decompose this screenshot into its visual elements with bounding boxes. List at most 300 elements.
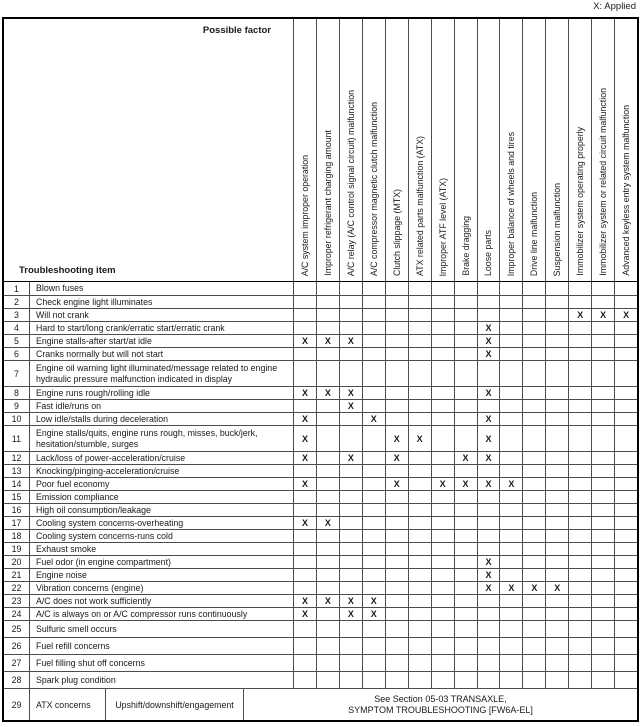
mark-cell [339,361,362,386]
mark-cell: X [339,400,362,412]
mark-cell [454,543,477,555]
mark-cell: X [385,478,408,490]
mark-cell [316,322,339,334]
mark-cell [568,413,591,425]
mark-cell [431,491,454,503]
header-corner-cell [4,19,293,281]
mark-cell [591,621,614,637]
row-item-label: Cooling system concerns-runs cold [29,530,293,542]
mark-cell [545,361,568,386]
mark-cell [454,309,477,321]
mark-cell: X [431,478,454,490]
mark-cell [431,595,454,607]
mark-cell: X [522,582,545,594]
row-item-label: A/C does not work sufficiently [29,595,293,607]
mark-cell [568,638,591,654]
row-number: 14 [11,479,22,489]
mark-cell [339,569,362,581]
mark-cell [591,608,614,620]
mark-cell [385,582,408,594]
atx-concerns-cell: ATX concerns [29,689,105,720]
table-row [4,555,637,568]
mark-cell [293,361,316,386]
mark-cell [522,322,545,334]
mark-cell [362,672,385,688]
mark-cell [431,530,454,542]
mark-cell [385,530,408,542]
table-row [4,451,637,464]
mark-cell [316,530,339,542]
mark-cell: X [477,413,500,425]
mark-cell [454,672,477,688]
mark-cell [431,348,454,360]
row-item-label: Exhaust smoke [29,543,293,555]
mark-cell [454,530,477,542]
mark-cell [362,582,385,594]
mark-cell [568,335,591,347]
mark-cell: X [316,595,339,607]
mark-cell [614,672,637,688]
row-number: 17 [11,518,22,528]
mark-cell [293,569,316,581]
mark-cell [499,309,522,321]
mark-cell [522,517,545,529]
mark-cell [522,387,545,399]
mark-cell [591,569,614,581]
mark-cell [431,582,454,594]
applied-legend: X: Applied [593,1,636,12]
mark-cell [591,543,614,555]
mark-cell [431,672,454,688]
mark-cell [568,517,591,529]
mark-cell: X [316,517,339,529]
row-item-label: Check engine light illuminates [29,296,293,308]
mark-cell [499,543,522,555]
mark-cell [362,296,385,308]
mark-cell [614,569,637,581]
mark-cell [454,322,477,334]
mark-cell [431,282,454,295]
mark-cell [293,348,316,360]
row-item-label: Spark plug condition [29,672,293,688]
factor-label: Suspension malfunction [552,182,563,276]
mark-cell [316,543,339,555]
table-row [4,399,637,412]
mark-cell [431,400,454,412]
mark-cell [316,504,339,516]
mark-cell [408,569,431,581]
row-number: 5 [14,336,19,346]
row-number: 20 [11,557,22,567]
mark-cell [316,655,339,671]
row-item-label: Engine oil warning light illuminated/message related to engine hydraulic pressure malfunction indicated in display [29,361,293,386]
mark-cell [385,322,408,334]
mark-cell [408,543,431,555]
mark-cell: X [454,478,477,490]
mark-cell [568,504,591,516]
mark-cell [408,309,431,321]
row-item-label: Knocking/pinging-acceleration/cruise [29,465,293,477]
mark-cell [522,309,545,321]
row-number: 18 [11,531,22,541]
mark-cell [431,465,454,477]
mark-cell [522,608,545,620]
mark-cell: X [477,322,500,334]
mark-cell [408,530,431,542]
mark-cell [568,608,591,620]
mark-cell [454,595,477,607]
mark-cell [362,478,385,490]
mark-cell [614,400,637,412]
factor-header-cell [431,19,454,281]
mark-cell [431,556,454,568]
mark-cell [408,504,431,516]
row-number: 12 [11,453,22,463]
table-row [4,637,637,654]
mark-cell: X [316,387,339,399]
mark-cell [522,638,545,654]
row-item-label: Fast idle/runs on [29,400,293,412]
factor-header-cell [362,19,385,281]
row-number: 22 [11,583,22,593]
mark-cell [339,556,362,568]
row-item-label: Hard to start/long crank/erratic start/erratic crank [29,322,293,334]
mark-cell: X [339,595,362,607]
mark-cell [408,608,431,620]
mark-cell [568,322,591,334]
mark-cell [408,595,431,607]
factor-header-cell [545,19,568,281]
mark-cell [522,426,545,451]
mark-cell [362,465,385,477]
mark-cell [499,517,522,529]
mark-cell [293,556,316,568]
mark-cell [316,400,339,412]
mark-cell [545,517,568,529]
mark-cell [431,387,454,399]
mark-cell [499,452,522,464]
row-item-label: Engine stalls-after start/at idle [29,335,293,347]
mark-cell [339,413,362,425]
mark-cell: X [477,582,500,594]
mark-cell [614,556,637,568]
row-item-label: Low idle/stalls during deceleration [29,413,293,425]
mark-cell [614,426,637,451]
table-row [4,464,637,477]
mark-cell [591,530,614,542]
row-item-label: Blown fuses [29,282,293,295]
row-number: 13 [11,466,22,476]
row-item-label: Lack/loss of power-acceleration/cruise [29,452,293,464]
table-row [4,529,637,542]
row-number: 15 [11,492,22,502]
factor-label: ATX related parts malfunction (ATX) [414,136,425,276]
mark-cell [362,282,385,295]
mark-cell [362,556,385,568]
mark-cell [408,413,431,425]
row-number: 8 [14,388,19,398]
mark-cell [339,296,362,308]
row-number: 24 [11,609,22,619]
factor-header-cell [316,19,339,281]
row-number: 11 [11,433,22,444]
table-row [4,654,637,671]
mark-cell [293,638,316,654]
factor-label: Clutch slippage (MTX) [391,188,402,276]
mark-cell [385,608,408,620]
mark-cell: X [293,413,316,425]
mark-cell [568,400,591,412]
mark-cell [499,655,522,671]
mark-cell [385,413,408,425]
row-item-label: Cranks normally but will not start [29,348,293,360]
mark-cell [293,309,316,321]
mark-cell [614,413,637,425]
mark-cell [431,296,454,308]
table-row [4,295,637,308]
row-number: 19 [11,544,22,554]
mark-cell [522,556,545,568]
mark-cell [454,621,477,637]
mark-cell [431,322,454,334]
mark-cell [293,504,316,516]
row-number: 7 [14,368,19,379]
mark-cell [591,322,614,334]
row-number: 4 [14,323,19,333]
mark-cell [591,638,614,654]
mark-cell [431,504,454,516]
mark-cell [385,465,408,477]
mark-cell: X [614,309,637,321]
mark-cell: X [293,387,316,399]
row-item-label: Poor fuel economy [29,478,293,490]
mark-cell [293,282,316,295]
mark-cell [614,655,637,671]
mark-cell [614,595,637,607]
row-item-label: Engine runs rough/rolling idle [29,387,293,399]
mark-cell [454,335,477,347]
mark-cell [522,465,545,477]
mark-cell [545,672,568,688]
mark-cell [545,309,568,321]
table-row [4,477,637,490]
factor-label: A/C compressor magnetic clutch malfunction [368,101,379,276]
mark-cell [339,309,362,321]
mark-cell [477,621,500,637]
mark-cell [591,413,614,425]
mark-cell [339,504,362,516]
factor-header-cell [408,19,431,281]
mark-cell [568,296,591,308]
row-number: 25 [11,624,22,634]
mark-cell [316,556,339,568]
mark-cell [568,530,591,542]
mark-cell [545,478,568,490]
factor-header-cell [522,19,545,281]
table-row [4,568,637,581]
mark-cell [431,608,454,620]
mark-cell [591,517,614,529]
mark-cell [431,517,454,529]
mark-cell [293,322,316,334]
mark-cell [454,426,477,451]
mark-cell: X [339,335,362,347]
table-row [4,516,637,529]
mark-cell [362,452,385,464]
mark-cell [454,582,477,594]
mark-cell [477,361,500,386]
mark-cell: X [477,452,500,464]
mark-cell: X [545,582,568,594]
mark-cell [454,400,477,412]
row-number: 2 [14,297,19,307]
mark-cell [614,335,637,347]
mark-cell [431,335,454,347]
mark-cell [614,348,637,360]
mark-cell [614,491,637,503]
mark-cell [545,621,568,637]
mark-cell: X [339,608,362,620]
mark-cell [545,655,568,671]
mark-cell [316,478,339,490]
mark-cell [614,504,637,516]
mark-cell [545,638,568,654]
row-number: 10 [11,414,22,424]
table-row [4,581,637,594]
mark-cell [408,452,431,464]
mark-cell: X [362,413,385,425]
mark-cell: X [293,595,316,607]
mark-cell [362,638,385,654]
mark-cell [339,582,362,594]
mark-cell [591,655,614,671]
mark-cell [385,309,408,321]
mark-cell: X [454,452,477,464]
mark-cell [568,426,591,451]
mark-cell [408,621,431,637]
mark-cell [454,296,477,308]
mark-cell [362,361,385,386]
mark-cell [568,282,591,295]
mark-cell [408,282,431,295]
mark-cell [316,296,339,308]
mark-cell [545,595,568,607]
mark-cell [477,296,500,308]
row-number: 9 [14,401,19,411]
mark-cell [362,517,385,529]
mark-cell [339,478,362,490]
see-section-line1: See Section 05-03 TRANSAXLE, [374,693,507,704]
mark-cell [293,672,316,688]
row-item-label: Cooling system concerns-overheating [29,517,293,529]
mark-cell [316,569,339,581]
mark-cell [431,655,454,671]
factor-header-cell [454,19,477,281]
mark-cell [568,621,591,637]
mark-cell: X [362,608,385,620]
mark-cell [339,282,362,295]
mark-cell [385,595,408,607]
table-row [4,412,637,425]
mark-cell: X [477,348,500,360]
mark-cell [499,413,522,425]
mark-cell [431,452,454,464]
mark-cell [362,335,385,347]
mark-cell [477,655,500,671]
mark-cell [385,517,408,529]
mark-cell: X [477,556,500,568]
mark-cell [408,387,431,399]
mark-cell [591,296,614,308]
row-item-label: Vibration concerns (engine) [29,582,293,594]
mark-cell [591,478,614,490]
mark-cell [522,361,545,386]
mark-cell [316,465,339,477]
mark-cell [385,543,408,555]
mark-cell [614,282,637,295]
mark-cell [385,335,408,347]
mark-cell [568,452,591,464]
mark-cell [499,335,522,347]
mark-cell: X [339,452,362,464]
mark-cell [362,387,385,399]
mark-cell [477,465,500,477]
mark-cell [568,569,591,581]
mark-cell [614,638,637,654]
mark-cell [408,638,431,654]
mark-cell [545,491,568,503]
row-item-label: Emission compliance [29,491,293,503]
row-number: 29 [11,699,22,710]
mark-cell [499,400,522,412]
mark-cell [454,638,477,654]
see-section-line2: SYMPTOM TROUBLESHOOTING [FW6A-EL] [348,704,533,715]
mark-cell [614,322,637,334]
mark-cell [454,556,477,568]
table-row [4,503,637,516]
mark-cell [614,296,637,308]
mark-cell [499,530,522,542]
mark-cell [362,504,385,516]
factor-label: Improper balance of wheels and tires [506,131,517,276]
mark-cell [591,582,614,594]
table-row [4,425,637,451]
table-row [4,386,637,399]
mark-cell [316,361,339,386]
mark-cell [545,282,568,295]
row-number: 27 [11,658,22,668]
mark-cell [477,672,500,688]
mark-cell [522,400,545,412]
mark-cell [408,478,431,490]
mark-cell [454,504,477,516]
mark-cell [522,569,545,581]
mark-cell [408,465,431,477]
mark-cell [591,426,614,451]
mark-cell [591,348,614,360]
mark-cell [454,282,477,295]
factor-label: Immobilizer system operating properly [575,127,586,276]
mark-cell [316,348,339,360]
table-row [4,308,637,321]
mark-cell [499,556,522,568]
mark-cell [545,504,568,516]
mark-cell [477,517,500,529]
mark-cell [499,361,522,386]
mark-cell [522,296,545,308]
mark-cell [568,556,591,568]
mark-cell [591,335,614,347]
